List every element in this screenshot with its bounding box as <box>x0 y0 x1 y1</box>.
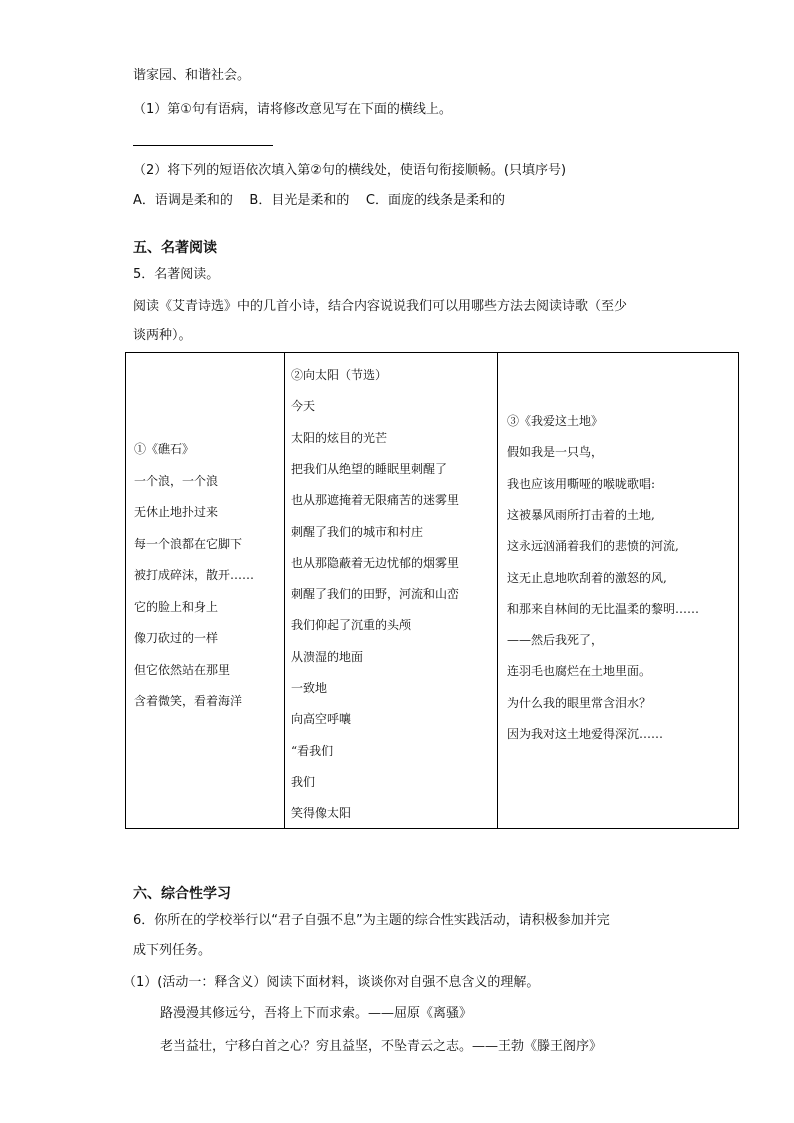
poem-line: ——然后我死了， <box>507 633 604 648</box>
answer-options: A．语调是柔和的 B．目光是柔和的 C．面庞的线条是柔和的 <box>133 193 505 208</box>
carry-line: 谐家园、和谐社会。 <box>133 68 251 83</box>
poem-line: 假如我是一只鸟， <box>507 445 604 460</box>
poem-line: 也从那遮掩着无限痛苦的迷雾里 <box>291 493 460 508</box>
poem-line: 太阳的炫目的光芒 <box>291 430 388 445</box>
poem-line: ①《礁石》 <box>134 442 195 456</box>
poem-line: 把我们从绝望的睡眠里刺醒了 <box>291 461 448 476</box>
poem-line: 我们仰起了沉重的头颅 <box>291 618 412 633</box>
column-divider <box>497 353 498 828</box>
poem-line: 笑得像太阳 <box>291 806 352 821</box>
poem-line: 它的脸上和身上 <box>134 599 219 614</box>
poem-line: 一个浪，一个浪 <box>134 473 219 488</box>
question-4-1: （1）第①句有语病，请将修改意见写在下面的横线上。 <box>133 102 452 117</box>
poem-line: 向高空呼嚷 <box>291 712 352 727</box>
poem-line: 和那来自林间的无比温柔的黎明…… <box>507 601 700 616</box>
poem-line: 我也应该用嘶哑的喉咙歌唱: <box>507 476 656 491</box>
question-6-line-1: 6．你所在的学校举行以“君子自强不息”为主题的综合性实践活动，请积极参加并完 <box>133 913 610 928</box>
poem-line: 无休止地扑过来 <box>134 505 219 519</box>
poem-line: 刺醒了我们的田野，河流和山峦 <box>291 587 460 602</box>
poem-line: 也从那隐蔽着无边忧郁的烟雾里 <box>291 555 460 570</box>
question-4-2: （2）将下列的短语依次填入第②句的横线处，使语句衔接顺畅。(只填序号) <box>133 163 567 178</box>
poem-line: 像刀砍过的一样 <box>134 631 219 645</box>
quote-2: 老当益壮，宁移白首之心？穷且益坚，不坠青云之志。——王勃《滕王阁序》 <box>160 1039 603 1054</box>
poem-line: 为什么我的眼里常含泪水？ <box>507 695 652 710</box>
poem-line: 一致地 <box>291 681 328 695</box>
poem-line: 从溃湿的地面 <box>291 649 364 664</box>
poem-line: 因为我对这土地爱得深沉…… <box>507 727 664 741</box>
answer-blank-line <box>133 145 273 146</box>
column-divider <box>284 353 285 828</box>
poem-line: 含着微笑，看着海洋 <box>134 694 243 708</box>
section-6-heading: 六、综合性学习 <box>133 886 231 902</box>
quote-1: 路漫漫其修远兮，吾将上下而求索。——屈原《离骚》 <box>160 1006 473 1021</box>
poem-line: 被打成碎沫，散开…… <box>134 568 255 582</box>
question-6-line-2: 成下列任务。 <box>133 943 212 958</box>
question-5: 5．名著阅读。 <box>133 267 220 282</box>
poem-table <box>125 352 739 829</box>
poem-line: 这无止息地吹刮着的激怒的风, <box>507 570 667 585</box>
poem-line: ②向太阳（节选） <box>291 368 388 382</box>
poem-line: 连羽毛也腐烂在土地里面。 <box>507 664 652 679</box>
poem-line: 这被暴风雨所打击着的土地, <box>507 507 655 522</box>
question-5-prompt-2: 谈两种）。 <box>133 328 192 343</box>
poem-line: 今天 <box>291 399 316 414</box>
poem-line: “看我们 <box>291 743 334 758</box>
poem-line: 每一个浪都在它脚下 <box>134 536 243 551</box>
poem-line: ③《我爱这土地》 <box>507 414 604 428</box>
section-5-heading: 五、名著阅读 <box>133 240 217 256</box>
question-5-prompt-1: 阅读《艾青诗选》中的几首小诗，结合内容说说我们可以用哪些方法去阅读诗歌（至少 <box>133 299 628 314</box>
poem-line: 这永远汹涌着我们的悲愤的河流, <box>507 539 679 554</box>
poem-line: 但它依然站在那里 <box>134 662 231 677</box>
poem-line: 我们 <box>291 774 316 789</box>
poem-line: 刺醒了我们的城市和村庄 <box>291 524 424 539</box>
task-1: （1）(活动一：释含义）阅读下面材料，谈谈你对自强不息含义的理解。 <box>123 975 540 990</box>
